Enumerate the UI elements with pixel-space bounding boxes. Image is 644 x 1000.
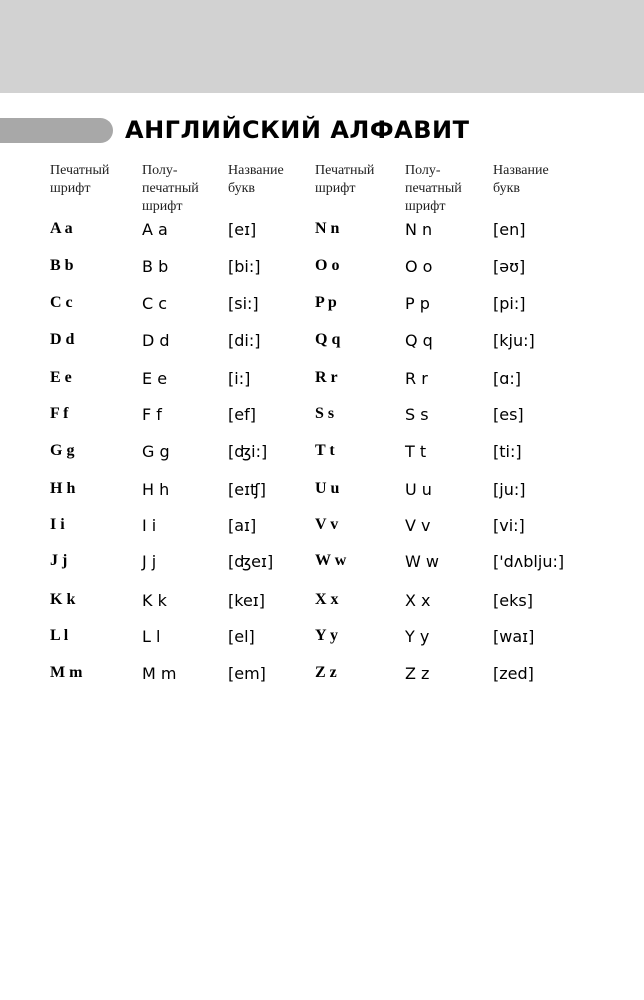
letter-print: H h — [50, 480, 76, 497]
table-row — [0, 369, 644, 399]
letter-name: [el] — [228, 627, 255, 646]
letter-print: Z z — [315, 664, 337, 681]
letter-name: [eɪ] — [228, 220, 257, 239]
letter-semi-print: D d — [142, 331, 170, 350]
header-print-left: Печатный шрифт — [50, 163, 110, 196]
letter-name: [bi:] — [228, 257, 261, 276]
letter-print: X x — [315, 591, 339, 608]
table-row — [0, 442, 644, 472]
letter-semi-print: F f — [142, 405, 162, 424]
letter-name: [es] — [493, 405, 524, 424]
letter-print: A a — [50, 220, 73, 237]
letter-semi-print: M m — [142, 664, 177, 683]
letter-print: M m — [50, 664, 83, 681]
letter-name: [en] — [493, 220, 526, 239]
page-title: АНГЛИЙСКИЙ АЛФАВИТ — [125, 116, 470, 144]
letter-name: [ef] — [228, 405, 256, 424]
letter-name: [ɑ:] — [493, 369, 522, 388]
letter-print: N n — [315, 220, 340, 237]
letter-semi-print: J j — [142, 552, 157, 571]
letter-semi-print: H h — [142, 480, 170, 499]
letter-semi-print: A a — [142, 220, 168, 239]
letter-semi-print: O o — [405, 257, 433, 276]
letter-name: [eɪʧ] — [228, 480, 267, 499]
letter-print: P p — [315, 294, 337, 311]
letter-semi-print: W w — [405, 552, 439, 571]
letter-print: S s — [315, 405, 335, 422]
letter-print: L l — [50, 627, 69, 644]
letter-name: [vi:] — [493, 516, 525, 535]
letter-print: V v — [315, 516, 339, 533]
table-row — [0, 516, 644, 546]
table-row — [0, 627, 644, 657]
letter-semi-print: E e — [142, 369, 168, 388]
letter-print: U u — [315, 480, 340, 497]
letter-name: [eks] — [493, 591, 533, 610]
letter-print: Y y — [315, 627, 338, 644]
header-print-right: Печатный шрифт — [315, 163, 375, 196]
letter-print: T t — [315, 442, 335, 459]
table-row — [0, 591, 644, 621]
letter-semi-print: N n — [405, 220, 433, 239]
letter-name: [ti:] — [493, 442, 522, 461]
letter-semi-print: Y y — [405, 627, 430, 646]
table-row — [0, 664, 644, 694]
table-row — [0, 220, 644, 250]
letter-name: [di:] — [228, 331, 261, 350]
letter-semi-print: X x — [405, 591, 431, 610]
letter-name: [i:] — [228, 369, 251, 388]
letter-print: E e — [50, 369, 72, 386]
letter-semi-print: Q q — [405, 331, 433, 350]
letter-print: C c — [50, 294, 73, 311]
letter-print: G g — [50, 442, 75, 459]
letter-name: ['dʌblju:] — [493, 552, 565, 571]
letter-semi-print: C c — [142, 294, 168, 313]
table-row — [0, 294, 644, 324]
top-band — [0, 0, 644, 93]
letter-semi-print: B b — [142, 257, 169, 276]
letter-print: D d — [50, 331, 75, 348]
letter-print: J j — [50, 552, 68, 569]
table-row — [0, 405, 644, 435]
table-row — [0, 552, 644, 582]
table-row — [0, 257, 644, 287]
table-row — [0, 480, 644, 510]
letter-name: [əʊ] — [493, 257, 526, 276]
letter-name: [ju:] — [493, 480, 526, 499]
letter-semi-print: V v — [405, 516, 431, 535]
letter-semi-print: Z z — [405, 664, 430, 683]
letter-name: [zed] — [493, 664, 534, 683]
letter-print: I i — [50, 516, 65, 533]
letter-name: [ʤeɪ] — [228, 552, 274, 571]
letter-print: K k — [50, 591, 76, 608]
letter-print: O o — [315, 257, 340, 274]
letter-semi-print: U u — [405, 480, 432, 499]
header-name-left: Название букв — [228, 163, 284, 196]
letter-semi-print: S s — [405, 405, 429, 424]
letter-semi-print: T t — [405, 442, 427, 461]
title-accent-bar — [0, 118, 113, 143]
letter-name: [em] — [228, 664, 266, 683]
letter-name: [ʤi:] — [228, 442, 268, 461]
letter-semi-print: P p — [405, 294, 430, 313]
header-semi-left: Полу-печатный шрифт — [142, 163, 199, 214]
letter-semi-print: I i — [142, 516, 157, 535]
header-semi-right: Полу-печатный шрифт — [405, 163, 462, 214]
letter-semi-print: G g — [142, 442, 170, 461]
letter-name: [pi:] — [493, 294, 526, 313]
header-name-right: Название букв — [493, 163, 549, 196]
letter-semi-print: L l — [142, 627, 161, 646]
letter-print: F f — [50, 405, 69, 422]
letter-semi-print: K k — [142, 591, 167, 610]
letter-print: R r — [315, 369, 338, 386]
letter-print: W w — [315, 552, 347, 569]
letter-name: [kju:] — [493, 331, 535, 350]
letter-print: B b — [50, 257, 74, 274]
letter-name: [keɪ] — [228, 591, 265, 610]
letter-semi-print: R r — [405, 369, 428, 388]
letter-name: [waɪ] — [493, 627, 535, 646]
letter-print: Q q — [315, 331, 341, 348]
table-row — [0, 331, 644, 361]
letter-name: [si:] — [228, 294, 259, 313]
letter-name: [aɪ] — [228, 516, 257, 535]
